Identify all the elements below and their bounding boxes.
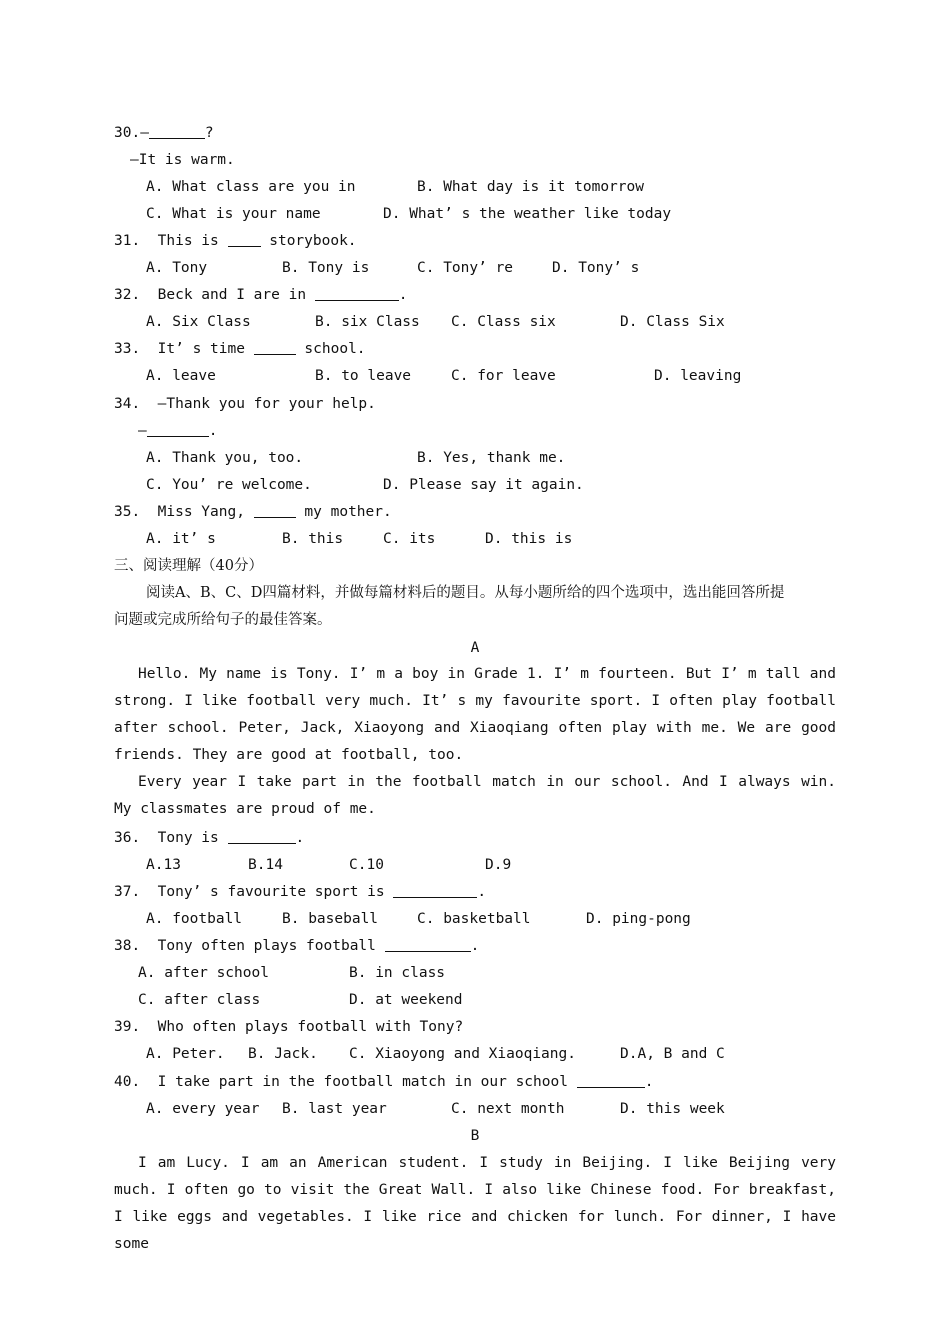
q39-option-a: A. Peter.	[146, 1046, 225, 1062]
q38-option-d: D. at weekend	[349, 992, 463, 1008]
q31-option-c: C. Tony’ re	[417, 260, 514, 276]
q33-option-c: C. for leave	[451, 368, 556, 384]
q32-option-d: D. Class Six	[620, 314, 725, 330]
q39-option-b: B. Jack.	[248, 1046, 318, 1062]
q36-option-d: D.9	[485, 857, 512, 873]
q36-option-c: C.10	[349, 857, 384, 873]
q37-option-c: C. basketball	[417, 911, 531, 927]
q35-stem: 35. Miss Yang, my mother.	[114, 504, 392, 520]
q35-option-d: D. this is	[485, 531, 573, 547]
q31-option-b: B. Tony is	[282, 260, 370, 276]
section-instruction-cont: 问题或完成所给句子的最佳答案。	[114, 612, 332, 628]
section-instruction: 阅读A、B、C、D四篇材料，并做每篇材料后的题目。从每小题所给的四个选项中，选出能回答所提	[146, 585, 785, 601]
answer-blank	[149, 124, 205, 139]
q32-option-a: A. Six Class	[146, 314, 251, 330]
passage-a-paragraph-2: Every year I take part in the football match in our school. And I always win. My classmates are proud of me.	[114, 774, 836, 818]
q38-option-b: B. in class	[349, 965, 446, 981]
q33-option-b: B. to leave	[315, 368, 412, 384]
q30-stem: 30.— ?	[114, 125, 214, 141]
section-heading: 三、阅读理解（40分）	[114, 558, 263, 574]
q38-option-c: C. after class	[138, 992, 261, 1008]
q31-stem: 31. This is storybook.	[114, 233, 357, 249]
answer-blank	[147, 422, 209, 437]
q30-option-d: D. What’ s the weather like today	[383, 206, 672, 222]
q30-option-c: C. What is your name	[146, 206, 321, 222]
q33-stem: 33. It’ s time school.	[114, 341, 366, 357]
q40-option-d: D. this week	[620, 1101, 725, 1117]
answer-blank	[254, 503, 296, 518]
q34-option-b: B. Yes, thank me.	[417, 450, 566, 466]
q34-answer-line: — .	[138, 423, 218, 439]
q37-option-b: B. baseball	[282, 911, 379, 927]
q40-stem: 40. I take part in the football match in our school .	[114, 1074, 654, 1090]
q36-option-a: A.13	[146, 857, 181, 873]
q37-option-a: A. football	[146, 911, 243, 927]
q31-option-a: A. Tony	[146, 260, 208, 276]
q30-answer-line: —It is warm.	[130, 152, 235, 168]
q40-option-c: C. next month	[451, 1101, 565, 1117]
q37-stem: 37. Tony’ s favourite sport is .	[114, 884, 487, 900]
q34-option-c: C. You’ re welcome.	[146, 477, 312, 493]
q38-option-a: A. after school	[138, 965, 269, 981]
q37-option-d: D. ping-pong	[586, 911, 691, 927]
q31-option-d: D. Tony’ s	[552, 260, 640, 276]
passage-b-label: B	[470, 1128, 480, 1144]
q32-stem: 32. Beck and I are in .	[114, 287, 408, 303]
q35-option-a: A. it’ s	[146, 531, 216, 547]
q36-option-b: B.14	[248, 857, 283, 873]
q35-option-b: B. this	[282, 531, 344, 547]
answer-blank	[393, 883, 477, 898]
q30-option-a: A. What class are you in	[146, 179, 356, 195]
q39-option-d: D.A, B and C	[620, 1046, 725, 1062]
answer-blank	[577, 1073, 645, 1088]
q33-option-a: A. leave	[146, 368, 216, 384]
answer-blank	[254, 340, 296, 355]
q36-stem: 36. Tony is .	[114, 830, 305, 846]
q38-stem: 38. Tony often plays football .	[114, 938, 480, 954]
q34-option-d: D. Please say it again.	[383, 477, 584, 493]
answer-blank	[228, 829, 296, 844]
answer-blank	[228, 232, 261, 247]
q32-option-b: B. six Class	[315, 314, 420, 330]
passage-b-paragraph-1: I am Lucy. I am an American student. I study in Beijing. I like Beijing very much. I often go to visit the Great Wall. I also like Chinese food. For breakfast, I like eggs and vegetables. I like rice and chicken for lunch. For dinner, I have some	[114, 1155, 836, 1253]
answer-blank	[315, 286, 399, 301]
q34-option-a: A. Thank you, too.	[146, 450, 304, 466]
q32-option-c: C. Class six	[451, 314, 556, 330]
q30-option-b: B. What day is it tomorrow	[417, 179, 644, 195]
q34-stem: 34. —Thank you for your help.	[114, 396, 376, 412]
q35-option-c: C. its	[383, 531, 436, 547]
passage-a-paragraph-1: Hello. My name is Tony. I’ m a boy in Grade 1. I’ m fourteen. But I’ m tall and strong. I like football very much. It’ s my favourite sport. I often play football after school. Peter, Jack, Xiaoyong and Xiaoqiang often play with me. We are good friends. They are good at football, too.	[114, 666, 836, 764]
answer-blank	[385, 937, 471, 952]
q40-option-b: B. last year	[282, 1101, 387, 1117]
q39-stem: 39. Who often plays football with Tony?	[114, 1019, 464, 1035]
q39-option-c: C. Xiaoyong and Xiaoqiang.	[349, 1046, 576, 1062]
q33-option-d: D. leaving	[654, 368, 742, 384]
passage-a-label: A	[470, 640, 480, 656]
q40-option-a: A. every year	[146, 1101, 260, 1117]
